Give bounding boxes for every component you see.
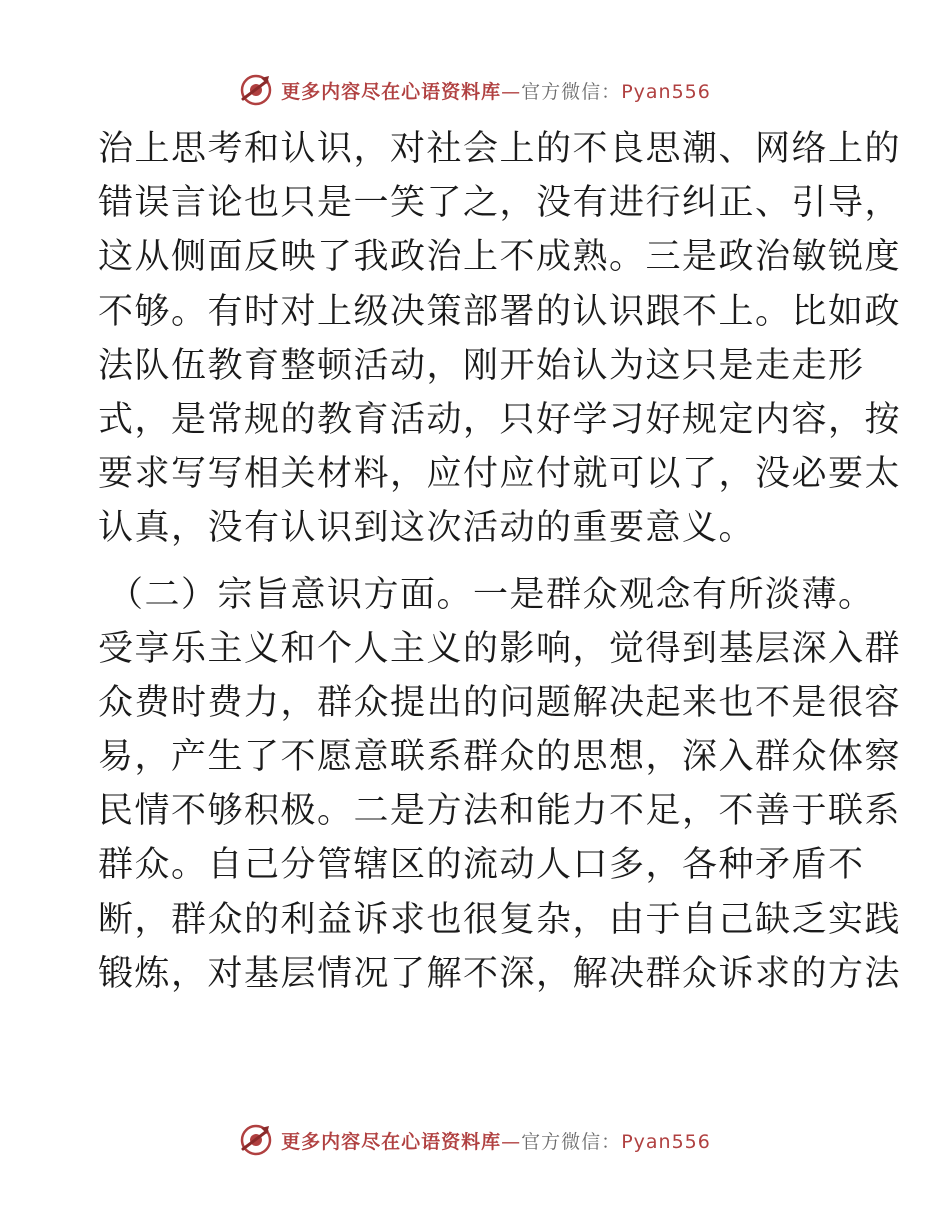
- text-line: 不够。有时对上级决策部署的认识跟不上。比如政: [98, 291, 902, 332]
- watermark-brand: 更多内容尽在心语资料库: [281, 80, 502, 103]
- watermark-sub: 官方微信：: [521, 80, 622, 103]
- watermark-brand: 更多内容尽在心语资料库: [281, 1130, 502, 1153]
- watermark-id: Pyan556: [621, 1130, 711, 1153]
- text-line: 易，产生了不愿意联系群众的思想，深入群众体察: [98, 737, 902, 778]
- text-line: 受享乐主义和个人主义的影响，觉得到基层深入群: [98, 628, 902, 669]
- brand-logo-icon: [239, 73, 273, 107]
- brand-logo-icon: [239, 1123, 273, 1157]
- text-line: 治上思考和认识，对社会上的不良思潮、网络上的: [98, 129, 902, 169]
- watermark-text: [281, 77, 711, 104]
- paragraph-1: [98, 122, 902, 556]
- watermark-id: Pyan556: [621, 80, 711, 103]
- text-line: 要求写写相关材料，应付应付就可以了，没必要太: [98, 454, 902, 495]
- text-line: 民情不够积极。二是方法和能力不足，不善于联系: [98, 791, 902, 832]
- text-line: 断，群众的利益诉求也很复杂，由于自己缺乏实践: [98, 899, 902, 940]
- text-line: 群众。自己分管辖区的流动人口多，各种矛盾不: [98, 845, 865, 886]
- paragraph-gap: [98, 556, 858, 568]
- text-line: 认真，没有认识到这次活动的重要意义。: [98, 508, 756, 549]
- text-line: 锻炼，对基层情况了解不深，解决群众诉求的方法: [98, 953, 902, 994]
- document-body: [98, 122, 902, 1001]
- footer-watermark: [0, 1120, 950, 1160]
- text-line: 错误言论也只是一笑了之，没有进行纠正、引导，: [98, 183, 902, 224]
- watermark-sub: 官方微信：: [521, 1130, 622, 1153]
- header-watermark: [0, 70, 950, 110]
- text-line: 这从侧面反映了我政治上不成熟。三是政治敏锐度: [98, 237, 902, 278]
- watermark-text: [281, 1127, 711, 1154]
- paragraph-2: [98, 568, 902, 1002]
- watermark-dash: —: [501, 1130, 522, 1153]
- section-heading-line: （二）宗旨意识方面。一是群众观念有所淡薄。: [108, 574, 875, 615]
- text-line: 法队伍教育整顿活动，刚开始认为这只是走走形: [98, 345, 865, 386]
- text-line: 式，是常规的教育活动，只好学习好规定内容，按: [98, 399, 902, 440]
- text-line: 众费时费力，群众提出的问题解决起来也不是很容: [98, 682, 902, 723]
- watermark-dash: —: [501, 80, 522, 103]
